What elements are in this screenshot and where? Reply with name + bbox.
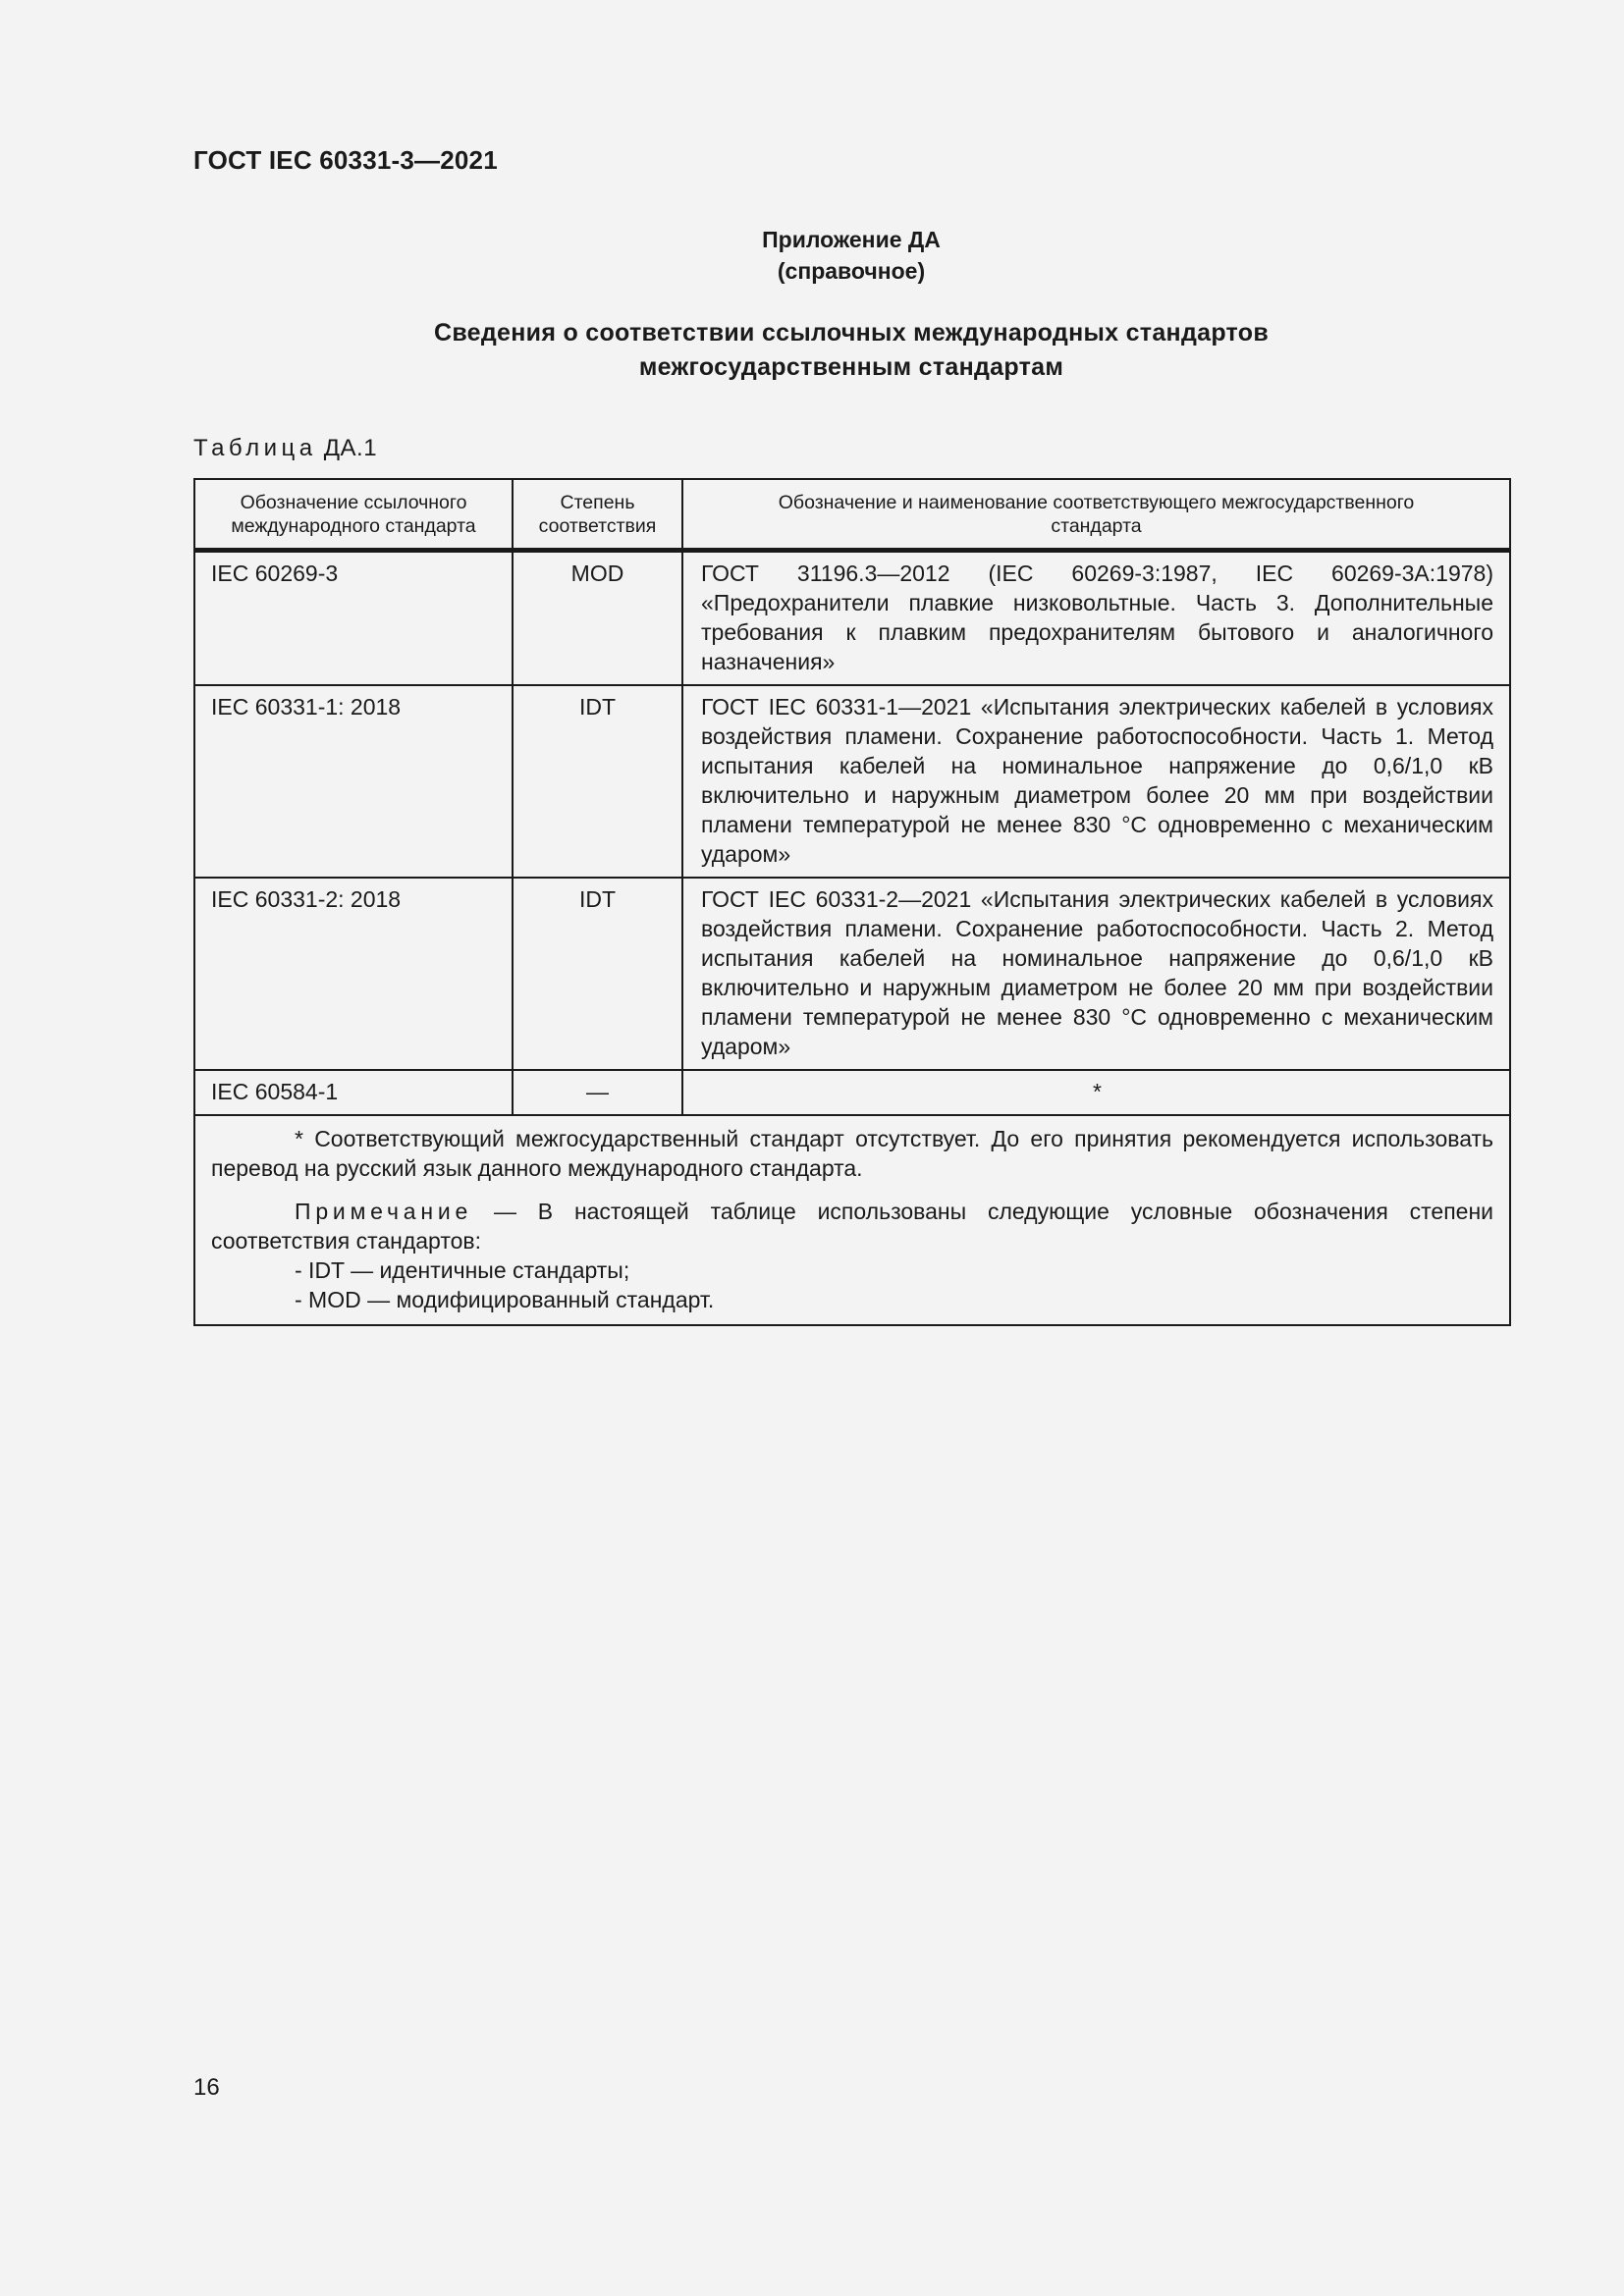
cell-degree: IDT (513, 685, 682, 878)
table-notes-row (194, 1115, 1510, 1325)
note-label: Примечание (295, 1199, 473, 1224)
table-row (194, 1070, 1510, 1115)
annex-title-line-1: Сведения о соответствии ссылочных международных стандартов (433, 319, 1270, 347)
correspondence-table (193, 478, 1511, 1326)
note-text: — В настоящей таблице использованы следующие условные обозначения степени соответствия стандартов: (211, 1199, 1493, 1254)
cell-international-standard: IEC 60269-3 (194, 551, 513, 686)
cell-international-standard: IEC 60331-2: 2018 (194, 878, 513, 1070)
table-note (211, 1197, 1493, 1255)
header-std-line-2: международного стандарта (231, 515, 476, 537)
header-international-standard (194, 479, 513, 551)
table-caption-label: Таблица (193, 435, 317, 461)
cell-interstate-standard: ГОСТ IEC 60331-1—2021 «Испытания электрических кабелей в условиях воздействия пламени. Сохранение работоспособности. Часть 1. Метод испытания кабелей на номинальное напряжение до 0,6/1,0 кВ включительно и наружным диаметром более 20 мм при воздействии пламени температурой не менее 830 °С одновременно с механическим ударом» (682, 685, 1510, 878)
cell-degree: IDT (513, 878, 682, 1070)
table-caption (193, 435, 377, 462)
table-row (194, 878, 1510, 1070)
header-std-line-1: Обозначение ссылочного (240, 492, 467, 513)
table-row (194, 551, 1510, 686)
cell-interstate-standard: * (682, 1070, 1510, 1115)
table-footnote: * Соответствующий межгосударственный стандарт отсутствует. До его принятия рекомендуется использовать перевод на русский язык данного международного стандарта. (211, 1126, 1493, 1181)
annex-heading (193, 224, 1509, 287)
cell-degree: MOD (513, 551, 682, 686)
note-item-idt: - IDT — идентичные стандарты; (295, 1257, 630, 1283)
header-deg-line-1: Степень (560, 492, 635, 513)
cell-degree: — (513, 1070, 682, 1115)
cell-international-standard: IEC 60584-1 (194, 1070, 513, 1115)
table-row (194, 685, 1510, 878)
annex-type: (справочное) (777, 258, 926, 284)
annex-label: Приложение ДА (762, 227, 941, 252)
note-item-mod: - MOD — модифицированный стандарт. (295, 1287, 715, 1312)
table-caption-number: ДА.1 (323, 435, 378, 461)
cell-interstate-standard: ГОСТ IEC 60331-2—2021 «Испытания электрических кабелей в условиях воздействия пламени. Сохранение работоспособности. Часть 2. Метод испытания кабелей на номинальное напряжение до 0,6/1,0 кВ включительно и наружным диаметром не более 20 мм при воздействии пламени температурой не менее 830 °С одновременно с механическим ударом» (682, 878, 1510, 1070)
table-notes (194, 1115, 1510, 1325)
cell-interstate-standard: ГОСТ 31196.3—2012 (IEC 60269-3:1987, IEC 60269-3A:1978) «Предохранители плавкие низковольтные. Часть 3. Дополнительные требования к плавким предохранителям бытового и аналогичного назначения» (682, 551, 1510, 686)
header-correspondence-degree (513, 479, 682, 551)
annex-title-line-2: межгосударственным стандартам (638, 353, 1064, 381)
cell-international-standard: IEC 60331-1: 2018 (194, 685, 513, 878)
page-number: 16 (193, 2074, 220, 2101)
header-gost-line-2: стандарта (1051, 515, 1142, 537)
document-header: ГОСТ IEC 60331-3—2021 (193, 145, 498, 175)
header-gost-line-1: Обозначение и наименование соответствующего межгосударственного (778, 492, 1415, 513)
table-header-row (194, 479, 1510, 551)
header-interstate-standard (682, 479, 1510, 551)
annex-title (193, 316, 1509, 385)
header-deg-line-2: соответствия (538, 515, 657, 537)
